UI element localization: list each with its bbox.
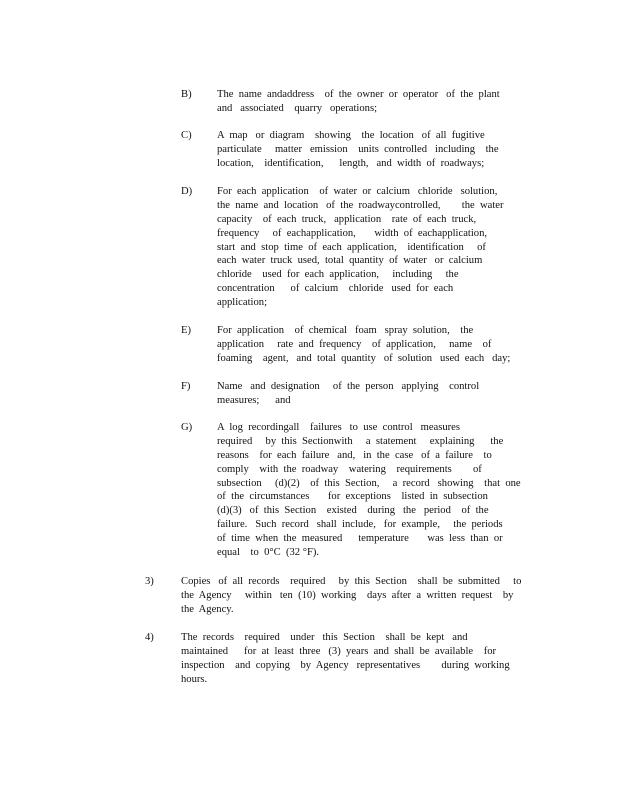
item-label: E) [181, 325, 191, 336]
text-line: For application of chemical foam spray solution, the [217, 325, 474, 336]
item-text [217, 421, 521, 560]
text-line: A map or diagram showing the location of all fugitive [217, 130, 485, 141]
text-line: concentration of calcium chloride used for each [217, 283, 454, 295]
text-line: location, identification, length, and width of roadways; [217, 157, 485, 169]
item-label: 4) [145, 632, 154, 643]
text-line: (d)(3) of this Section existed during the period of the [217, 505, 489, 517]
text-line: subsection (d)(2) of this Section, a record showing that one [217, 477, 521, 489]
text-line: comply with the roadway watering requirements of [217, 463, 482, 475]
item-text [217, 185, 504, 310]
item-text [181, 575, 521, 617]
text-line: reasons for each failure and, in the case of a failure to [217, 449, 492, 461]
item-label: 3) [145, 576, 154, 587]
item-text [217, 380, 479, 408]
text-line: The records required under this Section shall be kept and [181, 632, 468, 643]
item-label: B) [181, 89, 192, 100]
item-text [217, 88, 500, 116]
item-label: G) [181, 422, 193, 433]
item-label: D) [181, 186, 193, 197]
text-line: measures; and [217, 394, 291, 406]
text-line: the Agency. [181, 603, 234, 615]
text-line: the name and location of the roadwaycontrolled, the water [217, 199, 504, 211]
text-line: of time when the measured temperature was less than or [217, 533, 503, 545]
text-line: hours. [181, 673, 208, 685]
text-line: Name and designation of the person applying control [217, 381, 480, 392]
text-line: each water truck used, total quantity of water or calcium [217, 255, 483, 267]
text-line: Copies of all records required by this Section shall be submitted to [181, 576, 522, 587]
text-line: The name andaddress of the owner or operator of the plant [217, 89, 500, 100]
text-line: equal to 0°C (32 °F). [217, 547, 320, 559]
item-label: C) [181, 130, 192, 141]
text-line: maintained for at least three (3) years and shall be available for [181, 645, 497, 657]
text-line: application; [217, 297, 268, 309]
text-line: capacity of each truck, application rate of each truck, [217, 213, 477, 225]
text-line: and associated quarry operations; [217, 102, 378, 114]
text-line: of the circumstances for exceptions listed in subsection [217, 491, 488, 503]
text-line: particulate matter emission units controlled including the [217, 143, 499, 155]
item-text [217, 324, 510, 366]
text-line: chloride used for each application, including the [217, 269, 459, 281]
text-line: For each application of water or calcium chloride solution, [217, 186, 498, 197]
text-line: foaming agent, and total quantity of solution used each day; [217, 352, 511, 364]
text-line: A log recordingall failures to use control measures [217, 422, 461, 433]
text-line: application rate and frequency of application, name of [217, 338, 492, 350]
text-line: required by this Sectionwith a statement explaining the [217, 435, 504, 447]
item-label: F) [181, 381, 191, 392]
item-text [217, 129, 499, 171]
text-line: start and stop time of each application, identification of [217, 241, 486, 253]
text-line: inspection and copying by Agency representatives during working [181, 659, 510, 671]
text-line: failure. Such record shall include, for example, the periods [217, 519, 503, 531]
item-text [181, 631, 510, 687]
text-line: the Agency within ten (10) working days after a written request by [181, 589, 514, 601]
text-line: frequency of eachapplication, width of eachapplication, [217, 227, 488, 239]
